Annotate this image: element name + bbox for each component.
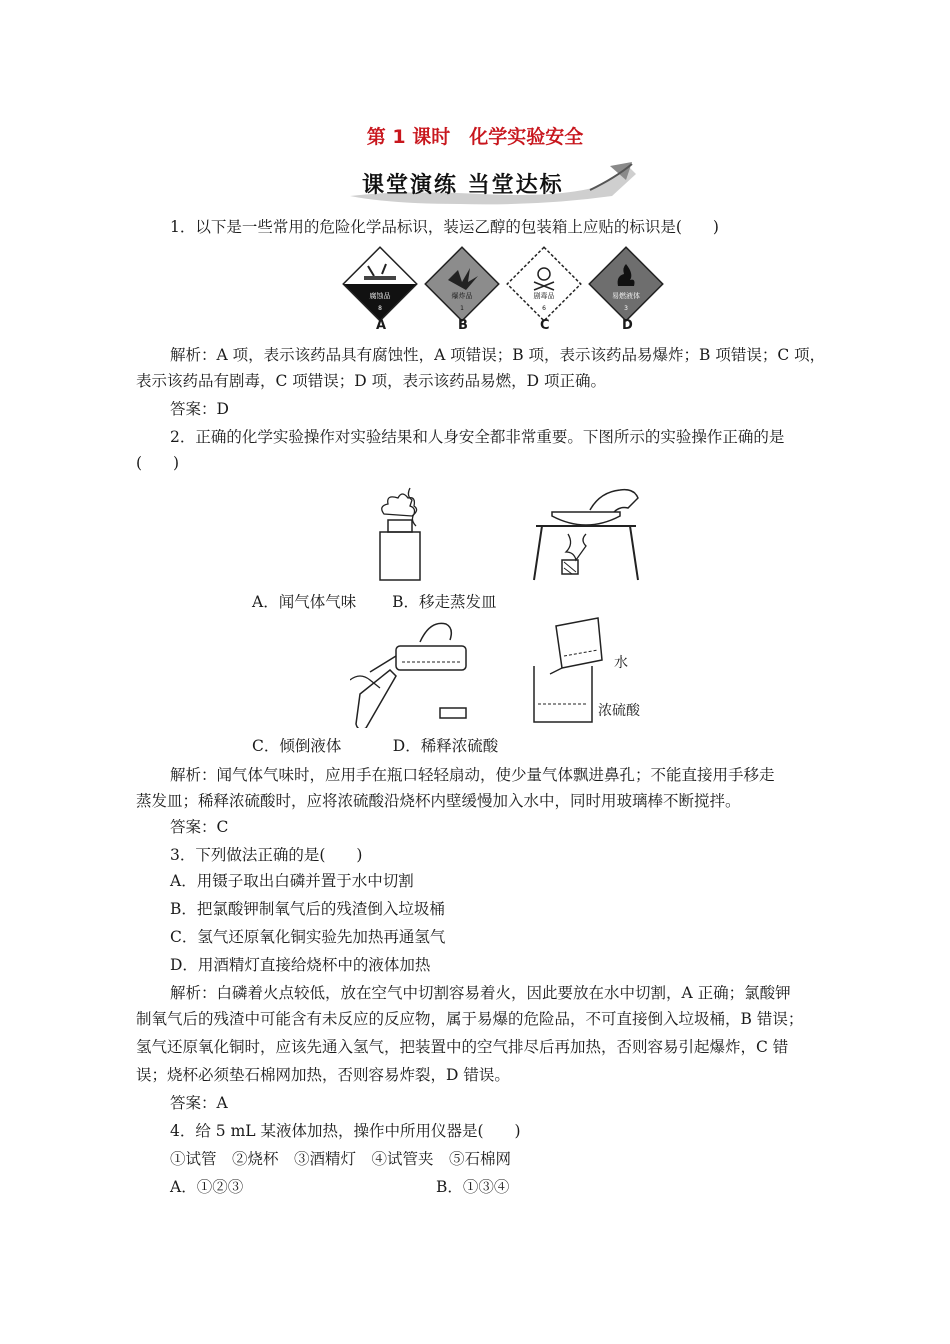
- q2-stem-line1: 2．正确的化学实验操作对实验结果和人身安全都非常重要。下图所示的实验操作正确的是: [170, 428, 785, 446]
- q3-option-b: B．把氯酸钾制氧气后的残渣倒入垃圾桶: [170, 900, 445, 918]
- figure-smell-gas: [370, 486, 440, 582]
- figure-pour-liquid: [350, 616, 476, 728]
- sign-label-b: B: [458, 318, 468, 333]
- q1-analysis-line2: 表示该药品有剧毒，C 项错误；D 项，表示该药品易燃，D 项正确。: [136, 372, 606, 390]
- q3-answer: 答案：A: [170, 1094, 228, 1112]
- sign-label-d: D: [622, 318, 633, 333]
- q2-stem-line2: ( ): [136, 454, 180, 472]
- section-banner: [340, 160, 640, 206]
- q4-option-b: B．①③④: [436, 1178, 510, 1196]
- q1-analysis-line1: 解析：A 项，表示该药品具有腐蚀性，A 项错误；B 项，表示该药品易爆炸；B 项错误；C 项，: [170, 346, 826, 364]
- sign-c-number: 6: [542, 305, 546, 312]
- q2-analysis-line1: 解析：闻气体气味时，应用手在瓶口轻轻扇动，使少量气体飘进鼻孔；不能直接用手移走: [170, 766, 775, 784]
- sign-a-text: 腐蚀品: [369, 292, 391, 300]
- sign-c-text: 剧毒品: [533, 292, 555, 300]
- q2-caption-ab: A．闻气体气味 B．移走蒸发皿: [252, 593, 497, 611]
- q3-analysis-line3: 氢气还原氧化铜时，应该先通入氢气，把装置中的空气排尽后再加热，否则容易引起爆炸，C 错: [136, 1038, 789, 1056]
- page-title: 第 1 课时 化学实验安全: [366, 126, 584, 148]
- q4-items: ①试管 ②烧杯 ③酒精灯 ④试管夹 ⑤石棉网: [170, 1150, 512, 1168]
- sign-d-text: 易燃液体: [612, 292, 640, 300]
- q3-stem: 3．下列做法正确的是( ): [170, 846, 363, 864]
- sign-b-number: 1: [460, 305, 464, 312]
- q1-stem: 1．以下是一些常用的危险化学品标识，装运乙醇的包装箱上应贴的标识是( ): [170, 218, 719, 236]
- banner-text: 课堂演练 当堂达标: [362, 173, 564, 198]
- q4-stem: 4．给 5 mL 某液体加热，操作中所用仪器是( ): [170, 1122, 521, 1140]
- hazard-signs: [340, 246, 670, 322]
- q4-option-a: A．①②③: [170, 1178, 244, 1196]
- figure-dilute-acid: [526, 616, 606, 728]
- label-water: 水: [614, 655, 628, 671]
- sign-label-a: A: [376, 318, 387, 333]
- q3-option-c: C．氢气还原氧化铜实验先加热再通氢气: [170, 928, 446, 946]
- flammable-sign-icon: [589, 247, 663, 321]
- sign-label-c: C: [540, 318, 550, 333]
- q3-analysis-line1: 解析：白磷着火点较低，放在空气中切割容易着火，因此要放在水中切割，A 正确；氯酸钾: [170, 984, 791, 1002]
- q3-option-a: A．用镊子取出白磷并置于水中切割: [170, 872, 414, 890]
- label-conc-acid: 浓硫酸: [598, 703, 640, 719]
- corrosive-sign-icon: [343, 247, 417, 321]
- q1-answer: 答案：D: [170, 400, 229, 418]
- q2-caption-cd: C．倾倒液体 D．稀释浓硫酸: [252, 737, 499, 755]
- q3-analysis-line4: 误；烧杯必须垫石棉网加热，否则容易炸裂，D 错误。: [136, 1066, 510, 1084]
- figure-evaporating-dish: [528, 486, 644, 582]
- q2-analysis-line2: 蒸发皿；稀释浓硫酸时，应将浓硫酸沿烧杯内壁缓慢加入水中，同时用玻璃棒不断搅拌。: [136, 792, 741, 810]
- sign-b-text: 爆炸品: [451, 292, 473, 300]
- q2-answer: 答案：C: [170, 818, 229, 836]
- explosive-sign-icon: [425, 247, 499, 321]
- toxic-sign-icon: [507, 247, 581, 321]
- sign-d-number: 3: [624, 305, 628, 312]
- q3-option-d: D．用酒精灯直接给烧杯中的液体加热: [170, 956, 431, 974]
- q3-analysis-line2: 制氧气后的残渣中可能含有未反应的反应物，属于易爆的危险品，不可直接倒入垃圾桶，B 错误；: [136, 1010, 804, 1028]
- sign-a-number: 8: [378, 305, 382, 312]
